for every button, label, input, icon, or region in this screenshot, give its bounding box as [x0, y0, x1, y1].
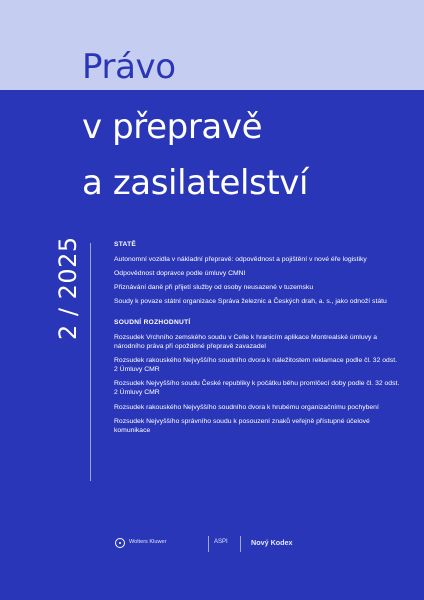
- issue-number: 2 / 2025: [54, 236, 82, 340]
- top-band: [0, 0, 424, 90]
- novy-kodex-logo: Nový Kodex: [251, 538, 293, 547]
- section-heading-soudni-rozhodnuti: SOUDNÍ ROZHODNUTÍ: [114, 318, 191, 326]
- title-line-1: Právo: [82, 47, 176, 87]
- section-heading-state: STATĚ: [114, 241, 137, 248]
- article-4: Soudy k povaze státní organizace Správa železnic a Českých drah, a. s., jako odnoží státu: [114, 298, 387, 306]
- article-3: Přiznávání daně při přijetí služby od osoby neusazené v tuzemsku: [114, 284, 314, 292]
- decision-2: Rozsudek rakouského Nejvyššího soudního dvora k náležitostem reklamace podle čl. 32 odst. 2 Úmluvy CMR: [114, 356, 397, 374]
- article-1: Autonomní vozidla v nákladní přepravě: odpovědnost a pojištění v nové éře logistiky: [114, 255, 367, 263]
- aspi-logo: ASPI: [214, 539, 228, 545]
- wolters-kluwer-logo-icon: [115, 538, 125, 548]
- publisher-divider-2: [240, 536, 241, 552]
- decision-5: Rozsudek Nejvyššího správního soudu k posouzení znaků veřejně přístupné účelové komunikace: [114, 417, 370, 434]
- vertical-divider: [90, 243, 91, 481]
- decision-1: Rozsudek Vrchního zemského soudu v Celle k hranicím aplikace Montrealské úmluvy a národního práva při opožděné přepravě zavazadel: [114, 333, 378, 350]
- title-line-2: v přepravě: [82, 107, 263, 147]
- table-of-contents: [114, 241, 402, 440]
- article-2: Odpovědnost dopravce podle úmluvy CMNI: [114, 270, 246, 278]
- decision-4: Rozsudek rakouského Nejvyššího soudního dvora k hrubému organizačnímu pochybení: [114, 403, 379, 411]
- decision-3: Rozsudek Nejvyššího soudu České republiky k počátku běhu promlčecí doby podle čl. 32 odst. 2 Úmluvy CMR: [114, 380, 400, 397]
- publisher-divider-1: [208, 536, 209, 552]
- title-line-3: a zasilatelství: [82, 163, 309, 203]
- publisher-bar: [0, 532, 424, 556]
- wolters-kluwer-label: Wolters Kluwer: [129, 539, 167, 545]
